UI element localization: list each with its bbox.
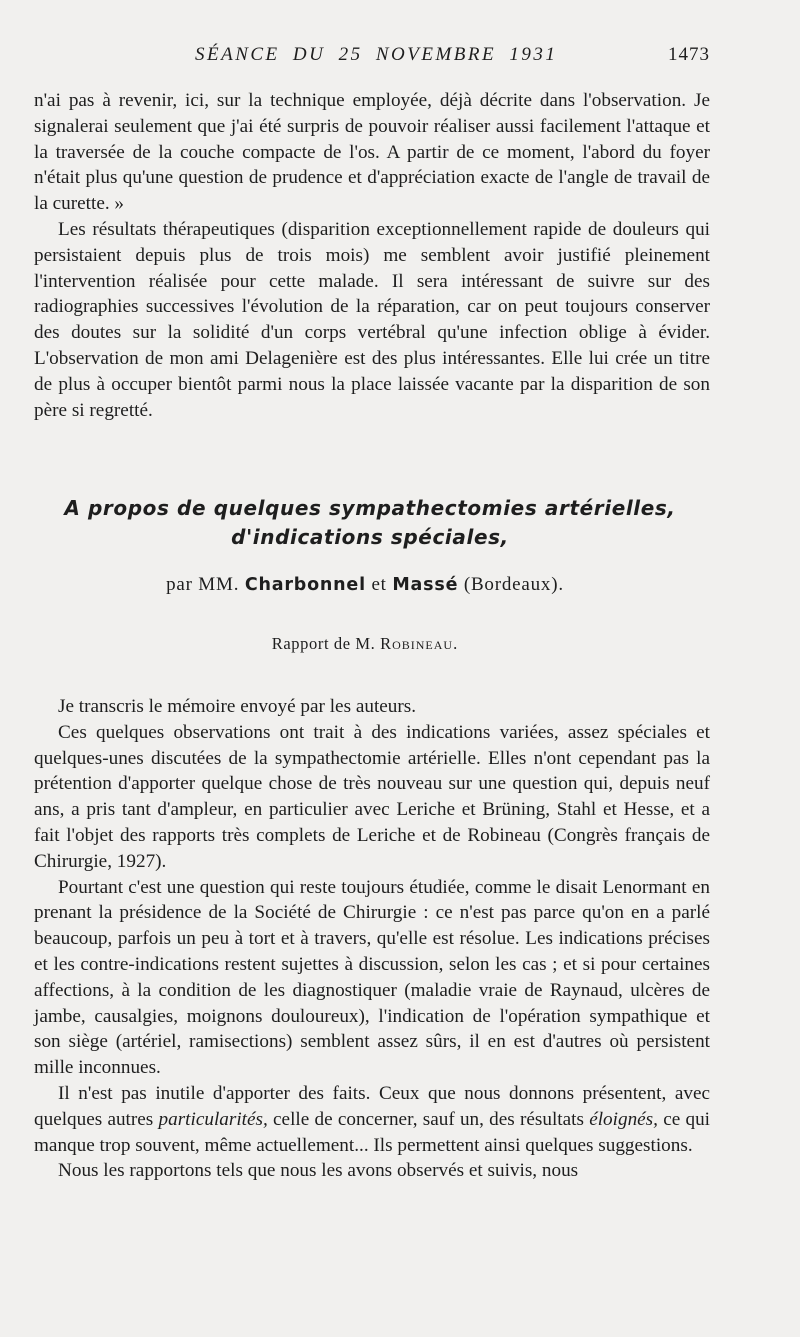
page-number: 1473 xyxy=(668,44,710,65)
reporter-name: Robineau. xyxy=(380,634,459,653)
running-title: SÉANCE DU 25 NOVEMBRE 1931 xyxy=(195,44,558,65)
author-1: Charbonnel xyxy=(244,575,366,595)
text-run: ce qui manque trop souvent, même actuellement... Ils permettent ainsi quelques suggestions. xyxy=(34,1108,710,1156)
paragraph: n'ai pas à revenir, ici, sur la technique employée, déjà décrite dans l'observation. Je signalerai seulement que j'ai été surpris de pouvoir réaliser aussi facilement l'attaque et la traversée de la couche compacte de l'os. A partir de ce moment, l'abord du foyer n'était plus qu'une question de prudence et d'appréciation exacte de l'angle de travail de la curette. » xyxy=(34,90,710,215)
report-prefix: Rapport de M. xyxy=(271,634,376,653)
article-title-line-1: A propos de quelques sympathectomies artérielles, xyxy=(64,496,676,520)
article-title-line-2: d'indications spéciales, xyxy=(231,525,509,549)
author-2: Massé xyxy=(392,575,459,595)
italic-text: particularités, xyxy=(158,1108,268,1130)
continued-text-block xyxy=(34,88,710,423)
article-title xyxy=(0,494,740,552)
text-run: Il n'est pas inutile d'apporter des faits. Ceux que nous donnons présentent, avec quelques autres xyxy=(34,1082,710,1130)
paragraph: Nous les rapportons tels que nous les avons observés et suivis, nous xyxy=(58,1160,579,1182)
running-header xyxy=(0,44,800,70)
italic-text: éloignés, xyxy=(589,1108,658,1130)
byline-and: et xyxy=(371,574,387,595)
paragraph: Les résultats thérapeutiques (disparition exceptionnellement rapide de douleurs qui persistaient depuis plus de trois mois) me semblent avoir justifié pleinement l'intervention réalisée pour cette malade. Il sera intéressant de suivre sur des radiographies successives l'évolution de la réparation, car on peut toujours conserver des doutes sur la solidité d'un corps vertébral qu'une infection oblige à évider. L'observation de mon ami Delagenière est des plus intéressantes. Elle lui crée un titre de plus à occuper bientôt parmi nous la place laissée vacante par la disparition de son père si regretté. xyxy=(34,218,710,421)
paragraph xyxy=(34,1081,710,1158)
byline xyxy=(0,574,730,596)
paragraph: Pourtant c'est une question qui reste toujours étudiée, comme le disait Lenormant en prenant la présidence de la Société de Chirurgie : ce n'est pas parce qu'on en a parlé beaucoup, parfois un peu à tort et à travers, qu'elle est résolue. Les indications précises et les contre-indications restent sujettes à discussion, selon les cas ; et si pour certaines affections, à la condition de les diagnostiquer (maladie vraie de Raynaud, ulcères de jambe, causalgies, moignons douloureux), l'indication de l'opération sympathique et son siège (artériel, ramisections) semblent assez sûrs, il en est d'autres où persistent mille inconnues. xyxy=(34,876,710,1079)
byline-prefix: par MM. xyxy=(166,574,240,595)
byline-place: (Bordeaux). xyxy=(463,574,564,595)
text-run: celle de concerner, sauf un, des résultats xyxy=(273,1108,584,1130)
report-line xyxy=(0,634,730,654)
paragraph: Ces quelques observations ont trait à des indications variées, assez spéciales et quelques-unes discutées de la sympathectomie artérielle. Elles n'ont cependant pas la prétention d'apporter quelque chose de très nouveau sur une question qui, depuis neuf ans, a pris tant d'ampleur, en particulier avec Leriche et Brüning, Stahl et Hesse, et a fait l'objet des rapports très complets de Leriche et de Robineau (Congrès français de Chirurgie, 1927). xyxy=(34,721,710,872)
paragraph: Je transcris le mémoire envoyé par les auteurs. xyxy=(58,696,417,717)
article-body xyxy=(34,694,710,1184)
